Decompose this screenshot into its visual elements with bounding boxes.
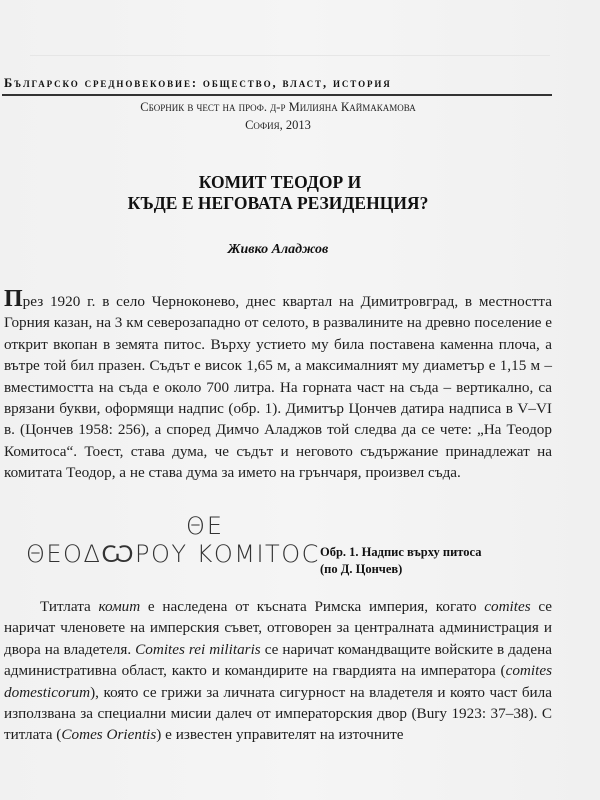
place-year: София, 2013 [245, 118, 311, 132]
bleed-through-line [30, 55, 550, 56]
paragraph-2 [4, 596, 552, 746]
italic-term: comites domesticorum [4, 662, 552, 701]
text-run: Титлата [40, 598, 99, 615]
header-rule [2, 94, 552, 96]
text-run: се наричат членовете на имперския съвет, отговорен за централната администрация и двора на владетеля. [4, 598, 552, 658]
drop-cap: П [4, 286, 23, 312]
italic-term: Comes Orientis [61, 726, 157, 744]
italic-term: comites [484, 598, 531, 615]
article-title-line1: КОМИТ ТЕОДОР И [198, 172, 362, 192]
italic-term: Comites rei militaris [135, 640, 261, 658]
figure-caption-line1: Обр. 1. Надпис върху питоса [320, 545, 482, 559]
italic-term: комит [98, 598, 141, 615]
text-run: се наричат командващите войските в дадена административна област, както и командирите на гвардията на императора ( [4, 640, 552, 680]
figure-caption [320, 544, 560, 578]
running-head: Българско средновековие: общество, власт, история [4, 76, 392, 90]
figure-caption-line2: (по Д. Цончев) [320, 562, 403, 576]
inscription-main: ΘΕΟΔѠΡΟΥ ΚΟΜΙΤΟϹ [26, 540, 320, 568]
article-title-line2: КЪДЕ Е НЕГОВАТА РЕЗИДЕНЦИЯ? [127, 193, 429, 213]
paragraph-1-text: рез 1920 г. в село Черноконево, днес квартал на Димитровград, в местността Горния казан, на 3 км северозападно от селото, в развалините на древно поселение е открит вкопан в земята питос. Върху устието му била поставена каменна плоча, а вътре той бил празен. Съдът е висок 1,65 м, а максималният му диаметър е 1,15 м – вместимостта на съда е около 700 литра. На горната част на съда – вертикално, са врязани букви, оформящи надпис (обр. 1). Димитър Цончев датира надписа в V–VI в. (Цончев 1958: 256), а според Димчо Аладжов той следва да се чете: „На Теодор Комитоса“. Тоест, става дума, че съдът и неговото съдържание принадлежат на комитата Теодор, а не става дума за името на грънчаря, произвел съда. [4, 293, 552, 482]
collection-subtitle: Сборник в чест на проф. д-р Милияна Каймакамова [140, 100, 416, 114]
text-run: ), която се грижи за личната сигурност на владетеля и която част била използвана за специални мисии далеч от императорския двор (Bury 1923: 37–38). С титлата ( [4, 683, 552, 744]
text-run: ) е известен управителят на източните [156, 726, 404, 744]
text-run: е наследена от късната Римска империя, когато [140, 598, 485, 615]
inscription-top: ΘΕ [186, 512, 225, 540]
paragraph-1 [4, 286, 552, 484]
article-author: Живко Аладжов [227, 242, 329, 257]
